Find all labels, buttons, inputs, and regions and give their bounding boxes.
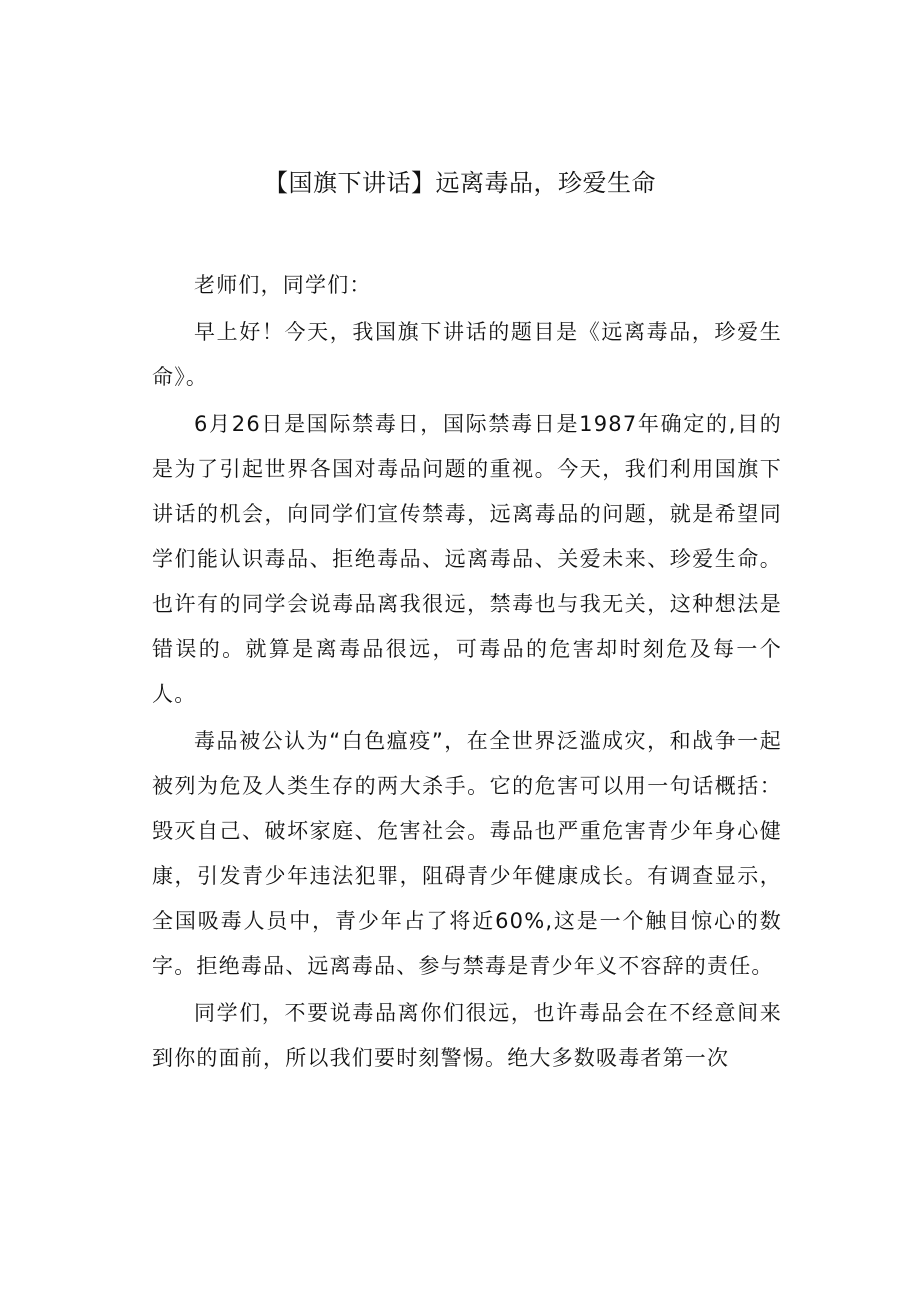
document-body: [152, 263, 782, 1083]
paragraph-drug-day: 6月26日是国际禁毒日，国际禁毒日是1987年确定的,目的是为了引起世界各国对毒品问题的重视。今天，我们利用国旗下讲话的机会，向同学们宣传禁毒，远离毒品的问题，就是希望同学们能认识毒品、拒绝毒品、远离毒品、关爱未来、珍爱生命。也许有的同学会说毒品离我很远，禁毒也与我无关，这种想法是错误的。就算是离毒品很远，可毒品的危害却时刻危及每一个人。: [152, 412, 782, 706]
paragraph-intro: 早上好！今天，我国旗下讲话的题目是《远离毒品，珍爱生命》。: [152, 320, 782, 389]
paragraph-greeting: 老师们，同学们：: [194, 273, 372, 297]
paragraph-warning: 同学们，不要说毒品离你们很远，也许毒品会在不经意间来到你的面前，所以我们要时刻警惕。绝大多数吸毒者第一次: [152, 1001, 782, 1070]
paragraph-drug-harm: 毒品被公认为“白色瘟疫”，在全世界泛滥成灾，和战争一起被列为危及人类生存的两大杀手。它的危害可以用一句话概括：毁灭自己、破坏家庭、危害社会。毒品也严重危害青少年身心健康，引发青少年违法犯罪，阻碍青少年健康成长。有调查显示，全国吸毒人员中，青少年占了将近60%,这是一个触目惊心的数字。拒绝毒品、远离毒品、参与禁毒是青少年义不容辞的责任。: [152, 729, 782, 978]
document-title: 【国旗下讲话】远离毒品，珍爱生命: [264, 169, 656, 197]
